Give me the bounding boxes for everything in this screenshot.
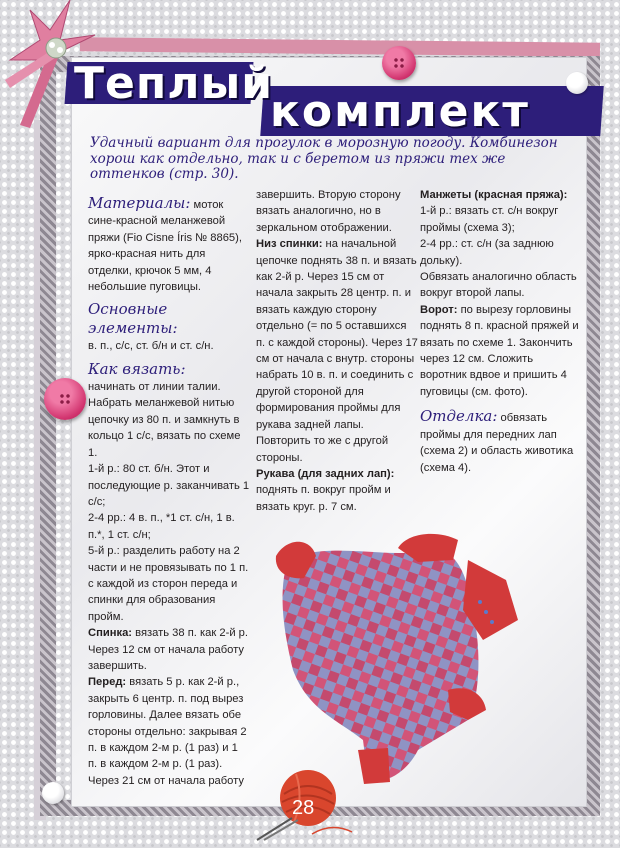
bottom-back-text: на начальной цепочке поднять 38 п. и вязать как 2-й р. Через 15 см от начала закрыть 28 центр. п. и вязать каждую сторону отдельно (= по 5 оставшихся п. с каждой стороны). Через 17 см от начала с внутр. стороны набрать 10 в. п. и соединить с другой стороной для формирования проймы для рукава задней лапы. Повторить то же с другой стороны.: [256, 238, 418, 464]
page-number: 28: [292, 797, 315, 819]
cuffs-text-2: 2-4 рр.: ст. с/н (за заднюю дольку).: [420, 238, 554, 267]
howto-heading: Как вязать:: [88, 359, 186, 378]
col2-text-1: завершить. Вторую сторону вязать аналогично, но в зеркальном отображении.: [256, 189, 401, 234]
title-line-1: Теплый: [74, 58, 274, 109]
cuffs-heading: Манжеты (красная пряжа):: [420, 189, 568, 201]
column-3: [420, 187, 580, 476]
front-heading: Перед:: [88, 676, 127, 689]
column-1: [88, 195, 250, 789]
elements-heading: Основные элементы:: [88, 300, 178, 337]
howto-text-1: начинать от линии талии. Набрать меланжевой нитью цепочку из 80 п. и замкнуть в кольцо 1 с/с, вязать по схеме 1.: [88, 381, 241, 459]
knitted-sweater-photo: [268, 520, 528, 800]
cuffs-text-3: Обвязать аналогично область вокруг второй лапы.: [420, 271, 577, 300]
back-heading: Спинка:: [88, 627, 133, 640]
white-button-top-right: [566, 72, 588, 94]
finish-heading: Отделка:: [420, 407, 498, 426]
finish-text: обвязать проймы для передних лап (схема 2) и область животика (схема 4).: [420, 412, 574, 474]
cuffs-text-1: 1-й р.: вязать ст. с/н вокруг проймы (схема 3);: [420, 205, 559, 234]
pink-button-left: [44, 378, 86, 420]
bottom-back-heading: Низ спинки:: [256, 238, 323, 251]
white-button-bottom-left: [42, 782, 64, 804]
collar-text: по вырезу горловины поднять 8 п. красной пряжей и вязать по схеме 1. Закончить через 12 см. Сложить воротник вдвое и пришить 4 пуговицы (см. фото).: [420, 303, 579, 398]
crochet-needle-icon: [252, 812, 362, 842]
intro-text: Удачный вариант для прогулок в морозную погоду. Комбинезон хорош как отдельно, так и с беретом из пряжи тех же оттенков (стр. 30).: [90, 135, 558, 182]
title-block: [66, 56, 536, 138]
howto-text-2: 1-й р.: 80 ст. б/н. Этот и последующие р. заканчивать 1 с/с;: [88, 463, 250, 508]
howto-text-3: 2-4 рр.: 4 в. п., *1 ст. с/н, 1 в. п.*, 1 ст. с/н;: [88, 512, 235, 541]
collar-heading: Ворот:: [420, 303, 458, 316]
materials-text: моток сине-красной меланжевой пряжи (Fio Cisne Íris № 8865), ярко-красная нить для отделки, крючок 5 мм, 4 небольшие пуговицы.: [88, 199, 242, 294]
front-text: вязать 5 р. как 2-й р., закрыть 6 центр. п. под вырез горловины. Далее вязать обе стороны отдельно: закрывая 2 п. в каждом 2-м р. (1 раз) и 1 п. в каждом 2-м р. (1 раз). Через 21 см от начала работу: [88, 676, 247, 787]
howto-text-4: 5-й р.: разделить работу на 2 части и не провязывать по 1 п. с каждой из сторон переда и спинки для образования пройм.: [88, 545, 249, 623]
pink-button-top: [382, 46, 416, 80]
sleeves-heading: Рукава (для задних лап):: [256, 467, 395, 480]
sleeves-text: поднять п. вокруг пройм и вязать круг. р. 7 см.: [256, 484, 391, 513]
column-2: [256, 187, 418, 515]
title-line-2: комплект: [270, 86, 530, 137]
back-text: вязать 38 п. как 2-й р. Через 12 см от начала работу завершить.: [88, 627, 249, 672]
elements-text: в. п., с/с, ст. б/н и ст. с/н.: [88, 340, 214, 353]
materials-heading: Материалы:: [88, 194, 191, 212]
